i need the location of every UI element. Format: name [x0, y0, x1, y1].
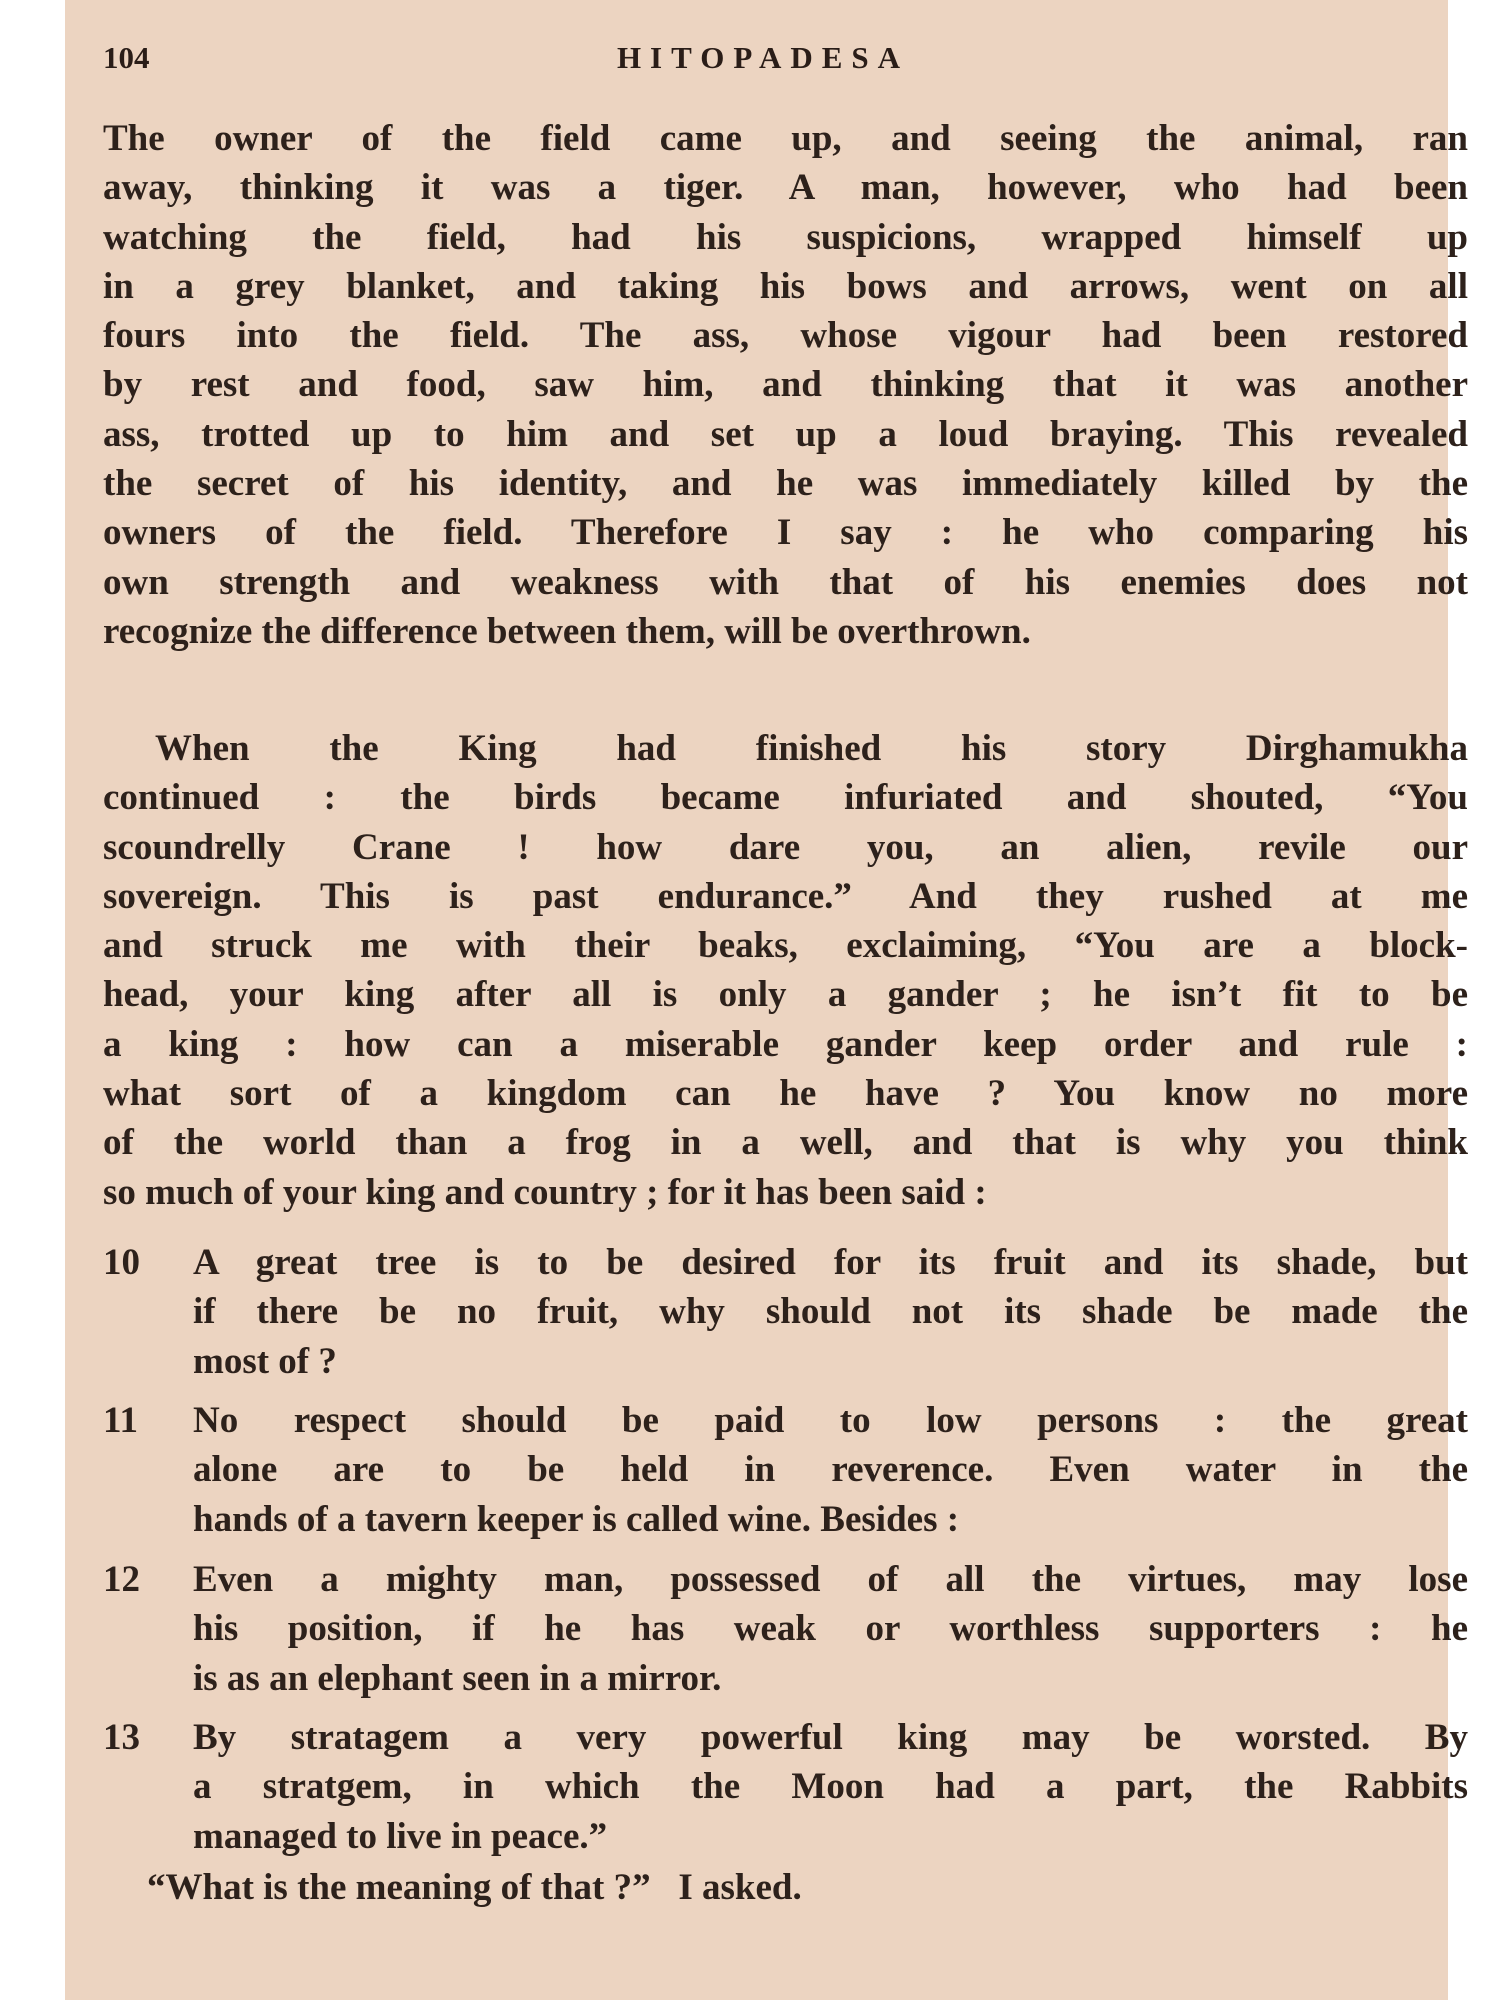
running-title: HITOPADESA: [616, 40, 910, 75]
text-line: fours into the field. The ass, whose vigour had been restored: [103, 315, 1468, 357]
text-line: the secret of his identity, and he was immediately killed by the: [103, 463, 1468, 505]
book-page: [65, 0, 1468, 2000]
paragraph-ass-story: [103, 114, 1468, 656]
text-line: recognize the difference between them, will be overthrown.: [103, 610, 1031, 652]
text-line: and struck me with their beaks, exclaiming, “You are a block-: [103, 925, 1468, 967]
text-line: head, your king after all is only a gander ; he isn’t fit to be: [103, 974, 1468, 1016]
text-line: When the King had finished his story Dirghamukha: [155, 728, 1468, 769]
text-line: A great tree is to be desired for its fruit and its shade, but: [193, 1242, 1468, 1283]
text-line: managed to live in peace.”: [193, 1815, 608, 1857]
verse-number: 12: [103, 1559, 140, 1600]
text-line: if there be no fruit, why should not its shade be made the: [193, 1291, 1468, 1333]
text-line: so much of your king and country ; for it has been said :: [103, 1171, 987, 1213]
text-line: in a grey blanket, and taking his bows and arrows, went on all: [103, 265, 1468, 307]
text-line: hands of a tavern keeper is called wine. Besides :: [193, 1498, 960, 1540]
verse-body: [193, 1713, 1468, 1861]
text-line: No respect should be paid to low persons : the great: [193, 1400, 1468, 1441]
text-line: owners of the field. Therefore I say : he who comparing his: [103, 512, 1468, 554]
text-line: a stratgem, in which the Moon had a part, the Rabbits: [193, 1766, 1468, 1808]
text-line: his position, if he has weak or worthless supporters : he: [193, 1608, 1468, 1650]
verse-number: 13: [103, 1717, 140, 1758]
text-line: continued : the birds became infuriated and shouted, “You: [103, 777, 1468, 819]
verse-body: [193, 1396, 1468, 1544]
text-line: alone are to be held in reverence. Even water in the: [193, 1449, 1468, 1491]
text-line: own strength and weakness with that of his enemies does not: [103, 561, 1468, 603]
verse-number: 11: [103, 1400, 138, 1441]
verse-body: [193, 1555, 1468, 1703]
text-line: By stratagem a very powerful king may be worsted. By: [193, 1717, 1468, 1758]
text-line: scoundrelly Crane ! how dare you, an alien, revile our: [103, 826, 1468, 868]
text-line: ass, trotted up to him and set up a loud braying. This revealed: [103, 413, 1468, 455]
text-line: a king : how can a miserable gander keep order and rule :: [103, 1023, 1468, 1065]
text-line: is as an elephant seen in a mirror.: [193, 1657, 722, 1699]
text-line: sovereign. This is past endurance.” And they rushed at me: [103, 875, 1468, 917]
verse-number: 10: [103, 1242, 140, 1283]
text-line: Even a mighty man, possessed of all the virtues, may lose: [193, 1559, 1468, 1600]
page-number: 104: [103, 40, 150, 75]
paragraph-dirghamukha: [103, 724, 1468, 1217]
text-line: of the world than a frog in a well, and that is why you think: [103, 1122, 1468, 1164]
page-header: [103, 40, 1423, 84]
verse-body: [193, 1238, 1468, 1386]
text-line: watching the field, had his suspicions, wrapped himself up: [103, 216, 1468, 258]
text-line: The owner of the field came up, and seeing the animal, ran: [103, 118, 1468, 159]
closing-dialogue-line: “What is the meaning of that ?” I asked.: [147, 1867, 802, 1908]
text-line: what sort of a kingdom can he have ? You know no more: [103, 1073, 1468, 1115]
text-line: most of ?: [193, 1340, 337, 1382]
text-line: away, thinking it was a tiger. A man, however, who had been: [103, 167, 1468, 209]
text-line: by rest and food, saw him, and thinking that it was another: [103, 364, 1468, 406]
